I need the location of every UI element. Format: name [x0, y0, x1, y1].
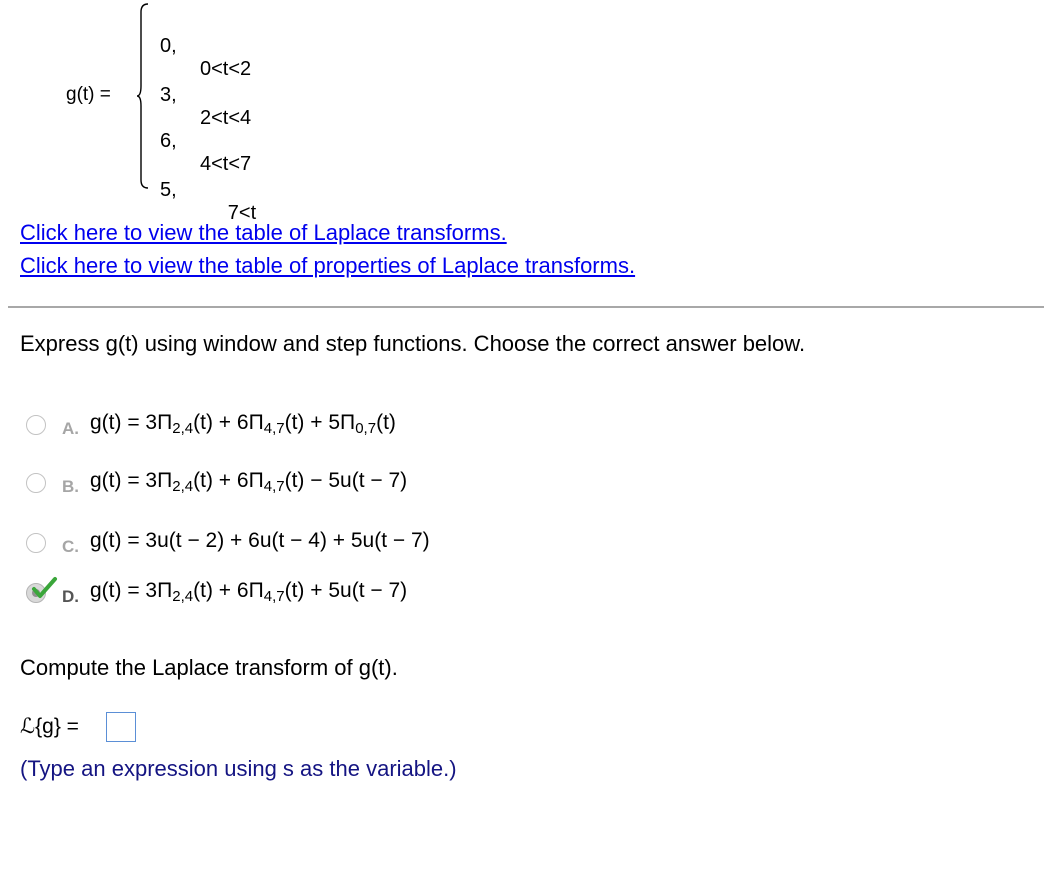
expr-part: (t) + 6Π	[193, 411, 264, 434]
expr-part: (t) + 5Π	[284, 411, 356, 434]
option-letter: D.	[62, 587, 79, 606]
expr-part: (t) + 6Π	[193, 469, 264, 492]
left-brace-icon	[136, 2, 150, 190]
expr-part: (t)	[376, 411, 396, 434]
laplace-table-link[interactable]: Click here to view the table of Laplace transforms.	[20, 220, 507, 245]
case-condition: 4<t<7	[200, 153, 252, 175]
question-text: Express g(t) using window and step functions. Choose the correct answer below.	[20, 331, 806, 356]
case-value: 6,	[160, 130, 177, 152]
expr-part: g(t) = 3Π	[90, 469, 173, 492]
expr-subscript: 2,4	[172, 588, 194, 605]
checkmark-icon	[28, 575, 58, 601]
function-label: g(t) =	[66, 84, 111, 105]
compute-prompt: Compute the Laplace transform of g(t).	[20, 655, 398, 680]
expr-subscript: 4,7	[263, 420, 285, 437]
option-expression	[90, 469, 407, 493]
expr-part: g(t) = 3Π	[90, 579, 173, 602]
option-d[interactable]	[26, 579, 546, 609]
case-condition: 0<t<2	[200, 58, 252, 80]
option-a[interactable]	[26, 411, 546, 441]
option-c[interactable]	[26, 529, 546, 559]
option-expression: g(t) = 3u(t − 2) + 6u(t − 4) + 5u(t − 7)	[90, 529, 430, 552]
expr-subscript: 2,4	[172, 420, 194, 437]
divider	[8, 306, 1044, 308]
expr-part: g(t) = 3Π	[90, 411, 173, 434]
laplace-properties-link[interactable]: Click here to view the table of properties of Laplace transforms.	[20, 253, 636, 278]
case-value: 3,	[160, 84, 177, 106]
radio-button[interactable]	[26, 415, 46, 435]
answer-input[interactable]	[106, 712, 136, 742]
radio-button[interactable]	[26, 473, 46, 493]
expr-subscript: 4,7	[263, 478, 285, 495]
option-expression	[90, 579, 407, 603]
case-value: 5,	[160, 179, 177, 201]
laplace-label: ℒ{g} =	[20, 715, 79, 738]
expr-subscript: 2,4	[172, 478, 194, 495]
case-condition: 7<t	[200, 202, 257, 224]
case-value: 0,	[160, 35, 177, 57]
option-letter: C.	[62, 537, 79, 556]
option-letter: A.	[62, 419, 79, 438]
expr-part: (t) + 5u(t − 7)	[284, 579, 408, 602]
radio-button[interactable]	[26, 533, 46, 553]
input-hint: (Type an expression using s as the variable.)	[20, 756, 457, 781]
expr-subscript: 0,7	[355, 420, 377, 437]
option-b[interactable]	[26, 469, 546, 499]
expr-subscript: 4,7	[263, 588, 285, 605]
expr-part: (t) − 5u(t − 7)	[284, 469, 408, 492]
case-condition: 2<t<4	[200, 107, 252, 129]
option-letter: B.	[62, 477, 79, 496]
expr-part: (t) + 6Π	[193, 579, 264, 602]
option-expression	[90, 411, 396, 435]
